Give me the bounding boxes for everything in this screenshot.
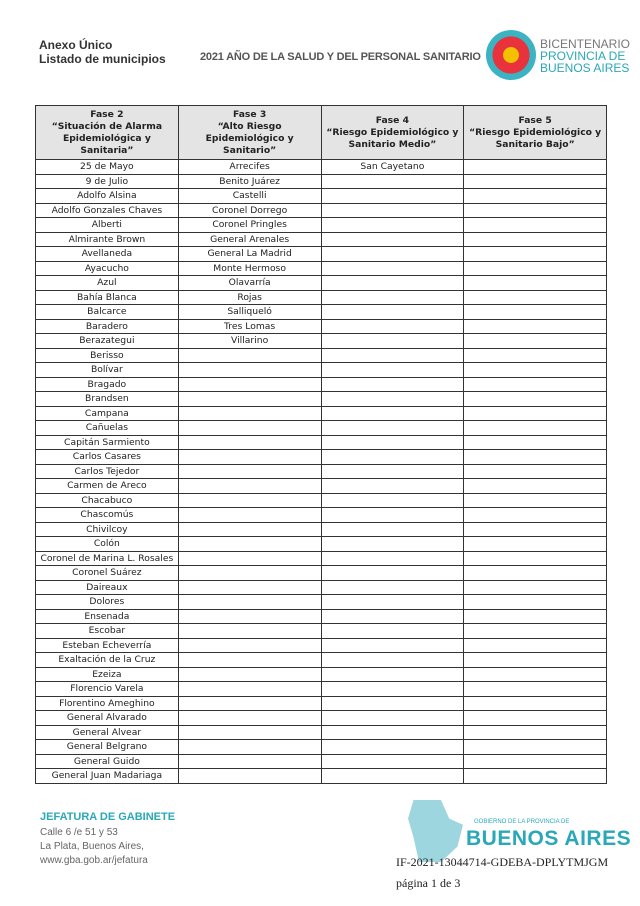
cell-fase2: Bahía Blanca [36, 290, 179, 305]
cell-fase5 [464, 348, 607, 363]
cell-fase3 [178, 595, 321, 610]
column-subtitle: “Riesgo Epidemiológico y Sanitario Medio” [326, 126, 459, 150]
cell-fase3 [178, 769, 321, 784]
table-row [36, 450, 607, 465]
annex-heading [39, 38, 166, 66]
bicentenario-sun-logo-icon [486, 30, 536, 80]
cell-fase4 [321, 537, 464, 552]
cell-fase3: Coronel Pringles [178, 218, 321, 233]
table-row [36, 609, 607, 624]
footer-website-link[interactable]: www.gba.gob.ar/jefatura [40, 855, 148, 866]
cell-fase4 [321, 464, 464, 479]
table-row [36, 754, 607, 769]
cell-fase5 [464, 392, 607, 407]
cell-fase4 [321, 406, 464, 421]
cell-fase3 [178, 754, 321, 769]
cell-fase3 [178, 740, 321, 755]
cell-fase2: Coronel Suárez [36, 566, 179, 581]
cell-fase5 [464, 450, 607, 465]
table-row [36, 551, 607, 566]
cell-fase4 [321, 522, 464, 537]
cell-fase2: Bragado [36, 377, 179, 392]
cell-fase4 [321, 450, 464, 465]
table-row [36, 377, 607, 392]
column-subtitle: “Situación de Alarma Epidemiológica y Sanitaria” [51, 120, 163, 156]
table-row [36, 595, 607, 610]
cell-fase5 [464, 435, 607, 450]
cell-fase5 [464, 696, 607, 711]
cell-fase4 [321, 740, 464, 755]
table-row [36, 421, 607, 436]
cell-fase4 [321, 769, 464, 784]
cell-fase3 [178, 435, 321, 450]
cell-fase3: Olavarría [178, 276, 321, 291]
cell-fase4 [321, 435, 464, 450]
cell-fase4 [321, 334, 464, 349]
table-row [36, 261, 607, 276]
cell-fase4 [321, 711, 464, 726]
cell-fase4 [321, 392, 464, 407]
cell-fase2: Florentino Ameghino [36, 696, 179, 711]
cell-fase4 [321, 493, 464, 508]
cell-fase5 [464, 189, 607, 204]
cell-fase2: Bolívar [36, 363, 179, 378]
cell-fase4 [321, 377, 464, 392]
cell-fase5 [464, 653, 607, 668]
cell-fase3 [178, 667, 321, 682]
cell-fase2: Berazategui [36, 334, 179, 349]
cell-fase5 [464, 551, 607, 566]
cell-fase3 [178, 653, 321, 668]
cell-fase2: General Belgrano [36, 740, 179, 755]
footer-address: Calle 6 /e 51 y 53 La Plata, Buenos Aires, www.gba.gob.ar/jefatura [40, 827, 148, 866]
cell-fase3 [178, 551, 321, 566]
column-title: Fase 4 [375, 114, 409, 126]
cell-fase4 [321, 638, 464, 653]
table-row [36, 740, 607, 755]
cell-fase5 [464, 464, 607, 479]
cell-fase2: Baradero [36, 319, 179, 334]
cell-fase4 [321, 653, 464, 668]
cell-fase5 [464, 290, 607, 305]
table-row [36, 203, 607, 218]
table-row [36, 653, 607, 668]
cell-fase5 [464, 421, 607, 436]
column-title: Fase 5 [518, 114, 552, 126]
table-row [36, 218, 607, 233]
cell-fase3 [178, 624, 321, 639]
table-row [36, 479, 607, 494]
municipalities-table [35, 105, 607, 784]
cell-fase3 [178, 682, 321, 697]
cell-fase2: 25 de Mayo [36, 160, 179, 175]
cell-fase2: Avellaneda [36, 247, 179, 262]
cell-fase3 [178, 609, 321, 624]
cell-fase3: General La Madrid [178, 247, 321, 262]
cell-fase2: Campana [36, 406, 179, 421]
footer-office: JEFATURA DE GABINETE [40, 811, 176, 823]
cell-fase3 [178, 580, 321, 595]
table-row [36, 189, 607, 204]
gov-logo-small-text: GOBIERNO DE LA PROVINCIA DE [474, 819, 570, 825]
cell-fase4 [321, 682, 464, 697]
cell-fase4 [321, 247, 464, 262]
cell-fase2: Ezeiza [36, 667, 179, 682]
cell-fase3: General Arenales [178, 232, 321, 247]
cell-fase4 [321, 609, 464, 624]
cell-fase5 [464, 406, 607, 421]
cell-fase5 [464, 232, 607, 247]
cell-fase3: Castelli [178, 189, 321, 204]
cell-fase2: General Guido [36, 754, 179, 769]
cell-fase5 [464, 609, 607, 624]
table-row [36, 348, 607, 363]
cell-fase2: Berisso [36, 348, 179, 363]
table-row [36, 711, 607, 726]
cell-fase3 [178, 406, 321, 421]
table-row [36, 624, 607, 639]
cell-fase4 [321, 595, 464, 610]
cell-fase4 [321, 725, 464, 740]
cell-fase4 [321, 624, 464, 639]
cell-fase4 [321, 551, 464, 566]
table-row [36, 363, 607, 378]
column-subtitle: “Riesgo Epidemiológico y Sanitario Bajo” [469, 126, 602, 150]
table-row [36, 508, 607, 523]
table-row [36, 522, 607, 537]
cell-fase5 [464, 276, 607, 291]
cell-fase3 [178, 392, 321, 407]
cell-fase4 [321, 305, 464, 320]
cell-fase4 [321, 479, 464, 494]
table-row [36, 247, 607, 262]
document-id: IF-2021-13044714-GDEBA-DPLYTMJGM [396, 855, 609, 869]
column-header-fase-3 [178, 106, 321, 160]
cell-fase2: Capitán Sarmiento [36, 435, 179, 450]
cell-fase5 [464, 334, 607, 349]
cell-fase5 [464, 377, 607, 392]
cell-fase4 [321, 261, 464, 276]
column-title: Fase 2 [90, 108, 124, 120]
cell-fase5 [464, 725, 607, 740]
table-row [36, 232, 607, 247]
cell-fase4 [321, 421, 464, 436]
cell-fase2: Adolfo Alsina [36, 189, 179, 204]
cell-fase3 [178, 537, 321, 552]
table-row [36, 290, 607, 305]
cell-fase2: Azul [36, 276, 179, 291]
cell-fase2: Almirante Brown [36, 232, 179, 247]
cell-fase3: Arrecifes [178, 160, 321, 175]
cell-fase3: Tres Lomas [178, 319, 321, 334]
cell-fase2: Balcarce [36, 305, 179, 320]
cell-fase2: Escobar [36, 624, 179, 639]
table-row [36, 305, 607, 320]
cell-fase4 [321, 319, 464, 334]
cell-fase2: Coronel de Marina L. Rosales [36, 551, 179, 566]
cell-fase5 [464, 203, 607, 218]
table-row [36, 334, 607, 349]
cell-fase5 [464, 363, 607, 378]
cell-fase4: San Cayetano [321, 160, 464, 175]
cell-fase3: Monte Hermoso [178, 261, 321, 276]
table-row [36, 696, 607, 711]
cell-fase2: Chacabuco [36, 493, 179, 508]
cell-fase5 [464, 261, 607, 276]
column-subtitle: “Alto Riesgo Epidemiológico y Sanitario” [205, 120, 294, 156]
table-row [36, 406, 607, 421]
cell-fase5 [464, 638, 607, 653]
table-row [36, 174, 607, 189]
bicentenario-logo-text: BICENTENARIO PROVINCIA DE BUENOS AIRES [540, 37, 631, 75]
cell-fase3: Rojas [178, 290, 321, 305]
cell-fase3 [178, 421, 321, 436]
table-row [36, 769, 607, 784]
cell-fase4 [321, 754, 464, 769]
cell-fase2: Daireaux [36, 580, 179, 595]
cell-fase3 [178, 508, 321, 523]
cell-fase4 [321, 203, 464, 218]
column-title: Fase 3 [233, 108, 267, 120]
cell-fase4 [321, 189, 464, 204]
cell-fase4 [321, 696, 464, 711]
table-row [36, 580, 607, 595]
cell-fase4 [321, 232, 464, 247]
table-row [36, 682, 607, 697]
column-header-fase-4 [321, 106, 464, 160]
cell-fase5 [464, 305, 607, 320]
cell-fase5 [464, 682, 607, 697]
table-row [36, 667, 607, 682]
cell-fase5 [464, 667, 607, 682]
cell-fase2: General Juan Madariaga [36, 769, 179, 784]
cell-fase3 [178, 479, 321, 494]
cell-fase3 [178, 348, 321, 363]
cell-fase2: Carlos Casares [36, 450, 179, 465]
cell-fase5 [464, 174, 607, 189]
cell-fase3 [178, 566, 321, 581]
cell-fase4 [321, 348, 464, 363]
table-row [36, 160, 607, 175]
cell-fase5 [464, 522, 607, 537]
cell-fase5 [464, 479, 607, 494]
cell-fase2: Colón [36, 537, 179, 552]
cell-fase3 [178, 363, 321, 378]
cell-fase3 [178, 377, 321, 392]
cell-fase5 [464, 493, 607, 508]
cell-fase5 [464, 740, 607, 755]
table-row [36, 537, 607, 552]
table-row [36, 464, 607, 479]
cell-fase5 [464, 595, 607, 610]
cell-fase4 [321, 667, 464, 682]
cell-fase2: Exaltación de la Cruz [36, 653, 179, 668]
cell-fase3: Salliqueló [178, 305, 321, 320]
cell-fase3: Coronel Dorrego [178, 203, 321, 218]
annex-title: Anexo Único [39, 38, 113, 52]
cell-fase5 [464, 218, 607, 233]
table-row [36, 566, 607, 581]
cell-fase2: Adolfo Gonzales Chaves [36, 203, 179, 218]
cell-fase2: Carmen de Areco [36, 479, 179, 494]
cell-fase4 [321, 290, 464, 305]
cell-fase5 [464, 319, 607, 334]
cell-fase2: General Alvarado [36, 711, 179, 726]
cell-fase5 [464, 160, 607, 175]
cell-fase2: 9 de Julio [36, 174, 179, 189]
cell-fase4 [321, 566, 464, 581]
cell-fase2: Esteban Echeverría [36, 638, 179, 653]
page-number: página 1 de 3 [396, 876, 461, 890]
cell-fase3 [178, 493, 321, 508]
cell-fase2: Alberti [36, 218, 179, 233]
table-row [36, 276, 607, 291]
cell-fase3: Villarino [178, 334, 321, 349]
cell-fase2: Dolores [36, 595, 179, 610]
cell-fase2: Ensenada [36, 609, 179, 624]
column-header-fase-2 [36, 106, 179, 160]
cell-fase2: Chivilcoy [36, 522, 179, 537]
cell-fase4 [321, 218, 464, 233]
table-row [36, 435, 607, 450]
gov-logo-big-text: BUENOS AIRES [466, 827, 632, 850]
cell-fase3 [178, 450, 321, 465]
annex-subtitle: Listado de municipios [39, 52, 166, 66]
cell-fase2: Carlos Tejedor [36, 464, 179, 479]
cell-fase5 [464, 580, 607, 595]
cell-fase4 [321, 508, 464, 523]
cell-fase5 [464, 624, 607, 639]
cell-fase3 [178, 522, 321, 537]
cell-fase5 [464, 769, 607, 784]
cell-fase2: Cañuelas [36, 421, 179, 436]
cell-fase2: Chascomús [36, 508, 179, 523]
cell-fase3 [178, 464, 321, 479]
cell-fase3 [178, 725, 321, 740]
cell-fase5 [464, 711, 607, 726]
table-row [36, 493, 607, 508]
cell-fase3: Benito Juárez [178, 174, 321, 189]
cell-fase5 [464, 754, 607, 769]
cell-fase5 [464, 247, 607, 262]
year-motto: 2021 AÑO DE LA SALUD Y DEL PERSONAL SANITARIO [200, 51, 481, 63]
cell-fase5 [464, 508, 607, 523]
province-map-logo-icon [408, 800, 463, 862]
cell-fase4 [321, 174, 464, 189]
cell-fase4 [321, 276, 464, 291]
cell-fase5 [464, 566, 607, 581]
table-row [36, 725, 607, 740]
cell-fase2: Florencio Varela [36, 682, 179, 697]
cell-fase2: Brandsen [36, 392, 179, 407]
table-row [36, 392, 607, 407]
column-header-fase-5 [464, 106, 607, 160]
table-row [36, 319, 607, 334]
cell-fase4 [321, 580, 464, 595]
cell-fase2: General Alvear [36, 725, 179, 740]
table-row [36, 638, 607, 653]
cell-fase5 [464, 537, 607, 552]
cell-fase3 [178, 638, 321, 653]
cell-fase2: Ayacucho [36, 261, 179, 276]
cell-fase3 [178, 711, 321, 726]
cell-fase3 [178, 696, 321, 711]
cell-fase4 [321, 363, 464, 378]
